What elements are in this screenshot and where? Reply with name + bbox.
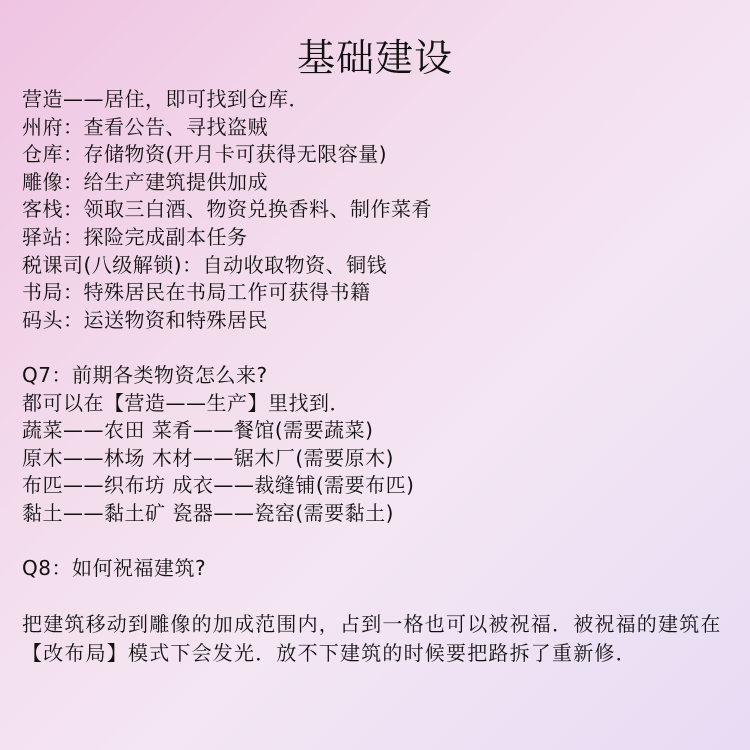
q7-answer-line: 原木——林场 木材——锯木厂(需要原木) <box>22 445 394 470</box>
building-line: 仓库：存储物资(开月卡可获得无限容量) <box>22 142 388 167</box>
building-line: 税课司(八级解锁)：自动收取物资、铜钱 <box>22 252 388 277</box>
q8-answer-block <box>22 610 728 668</box>
q7-answer-line: 布匹——织布坊 成衣——裁缝铺(需要布匹) <box>22 473 415 498</box>
building-line: 驿站：探险完成副本任务 <box>22 224 248 249</box>
building-line: 书局：特殊居民在书局工作可获得书籍 <box>22 280 371 305</box>
building-line: 营造——居住，即可找到仓库． <box>22 87 309 111</box>
buildings-list <box>22 86 722 334</box>
building-line: 客栈：领取三白酒、物资兑换香料、制作菜肴 <box>22 197 432 222</box>
q7-answer-line: 都可以在【营造——生产】里找到． <box>22 390 350 415</box>
q8-answer: 把建筑移动到雕像的加成范围内，占到一格也可以被祝福．被祝福的建筑在【改布局】模式下会发光．放不下建筑的时候要把路拆了重新修． <box>22 612 722 665</box>
building-line: 雕像：给生产建筑提供加成 <box>22 169 268 194</box>
page-title: 基础建设 <box>296 36 453 80</box>
q8-section <box>22 555 722 583</box>
q7-answer-line: 蔬菜——农田 菜肴——餐馆(需要蔬菜) <box>22 418 374 443</box>
q7-answer-line: 黏土——黏土矿 瓷器——瓷窑(需要黏土) <box>22 500 394 525</box>
q7-section <box>22 362 722 528</box>
q8-question: Q8：如何祝福建筑? <box>22 556 207 580</box>
building-line: 码头：运送物资和特殊居民 <box>22 307 268 332</box>
q7-question: Q7：前期各类物资怎么来? <box>22 363 268 387</box>
building-line: 州府：查看公告、寻找盗贼 <box>22 114 268 139</box>
